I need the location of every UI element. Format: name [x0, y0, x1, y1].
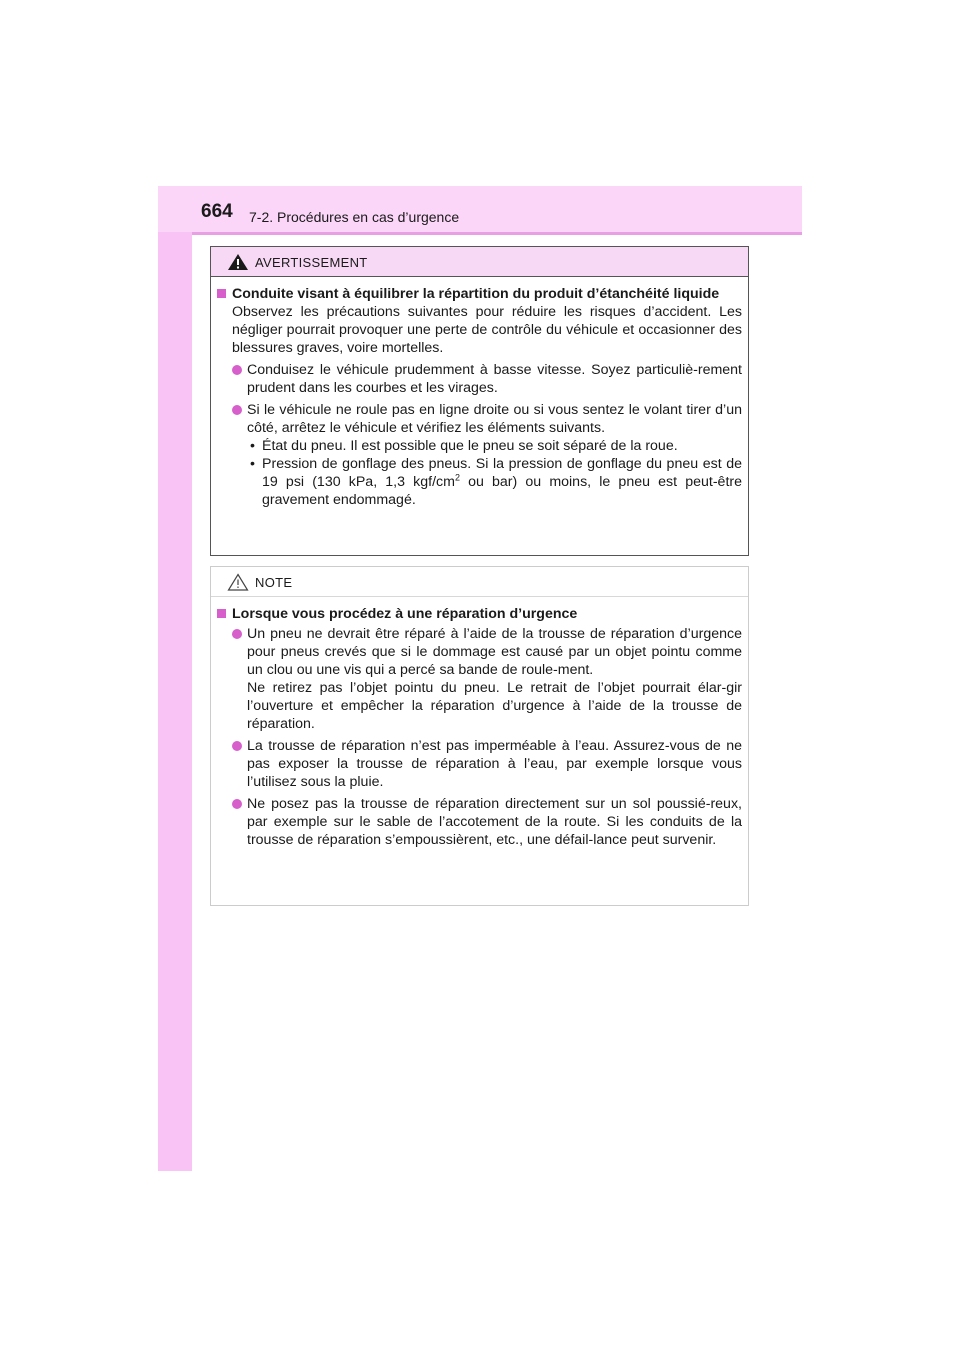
warning-bullet-text: Si le véhicule ne roule pas en ligne droite ou si vous sentez le volant tirer d’un côté, arrêtez le véhicule et vérifiez les éléments suivants.: [247, 402, 742, 436]
note-bullet-para: Ne retirez pas l’objet pointu du pneu. Le retrait de l’objet pourrait élar-gir l’ouverture et empêcher la réparation d’urgence à l’aide de la trousse de réparation.: [247, 680, 742, 732]
note-heading: [217, 605, 742, 623]
warning-sub-item: [232, 455, 742, 509]
note-content: [211, 597, 748, 849]
page-number: 664: [201, 201, 233, 222]
note-bullet-text: Ne posez pas la trousse de réparation directement sur un sol poussié-reux, par exemple sur le sable de l’accotement de la route. Si les conduits de la trousse de réparation s’empoussièrent, etc., une défail-lance peut survenir.: [247, 796, 742, 848]
warning-sub-text: État du pneu. Il est possible que le pneu se soit séparé de la roue.: [262, 438, 678, 454]
sub-bullet-mark: •: [250, 456, 255, 472]
warning-box: [210, 246, 749, 556]
warning-sub-text: [262, 455, 742, 509]
note-bullet: [232, 625, 742, 733]
pressure-text-end: ou bar) ou moins, le pneu est peut-être gravement endommagé.: [262, 474, 742, 508]
round-bullet-icon: [232, 405, 242, 415]
warning-bullet: [232, 401, 742, 437]
note-bullet: [232, 737, 742, 791]
pressure-text: Pression de gonflage des pneus. Si la pression de gonflage du pneu est de 19 psi (130 kPa, 1,3 kgf/cm: [262, 456, 742, 490]
warning-content: [211, 277, 748, 509]
note-bullet-text: La trousse de réparation n’est pas imperméable à l’eau. Assurez-vous de ne pas exposer la trousse de réparation à l’eau, par exemple lorsque vous l’utilisez sous la pluie.: [247, 738, 742, 790]
note-bullet-para: Un pneu ne devrait être réparé à l’aide de la trousse de réparation d’urgence pour pneus crevés que si le dommage est causé par un objet pointu comme un clou ou une vis qui a percé sa bande de roule-ment.: [247, 626, 742, 678]
warning-triangle-icon: [227, 253, 249, 271]
note-label: NOTE: [255, 575, 293, 590]
superscript: 2: [454, 472, 460, 483]
note-triangle-icon: [227, 573, 249, 591]
warning-bullet-text: Conduisez le véhicule prudemment à basse vitesse. Soyez particuliè-rement prudent dans les courbes et les virages.: [247, 362, 742, 396]
warning-bullet: [232, 361, 742, 397]
side-color-band: [158, 186, 192, 1171]
warning-sub-item: [232, 437, 742, 455]
note-heading-text: Lorsque vous procédez à une réparation d’urgence: [232, 606, 578, 622]
round-bullet-icon: [232, 741, 242, 751]
warning-intro: Observez les précautions suivantes pour réduire les risques d’accident. Les négliger pourrait provoquer une perte de contrôle du véhicule et occasionner des blessures graves, voire mortelles.: [232, 304, 742, 356]
warning-heading: [217, 285, 742, 303]
round-bullet-icon: [232, 629, 242, 639]
warning-heading-text: Conduite visant à équilibrer la répartition du produit d’étanchéité liquide: [232, 286, 720, 302]
section-title: 7-2. Procédures en cas d’urgence: [249, 209, 460, 225]
round-bullet-icon: [232, 799, 242, 809]
note-bullet: [232, 795, 742, 849]
square-bullet-icon: [217, 289, 226, 298]
note-box: [210, 566, 749, 906]
note-bullet-text: [247, 625, 742, 733]
note-header: [211, 567, 748, 597]
warning-label: AVERTISSEMENT: [255, 255, 368, 270]
sub-bullet-mark: •: [250, 438, 255, 454]
round-bullet-icon: [232, 365, 242, 375]
header-rule: [192, 232, 802, 235]
warning-header: [211, 247, 748, 277]
square-bullet-icon: [217, 609, 226, 618]
